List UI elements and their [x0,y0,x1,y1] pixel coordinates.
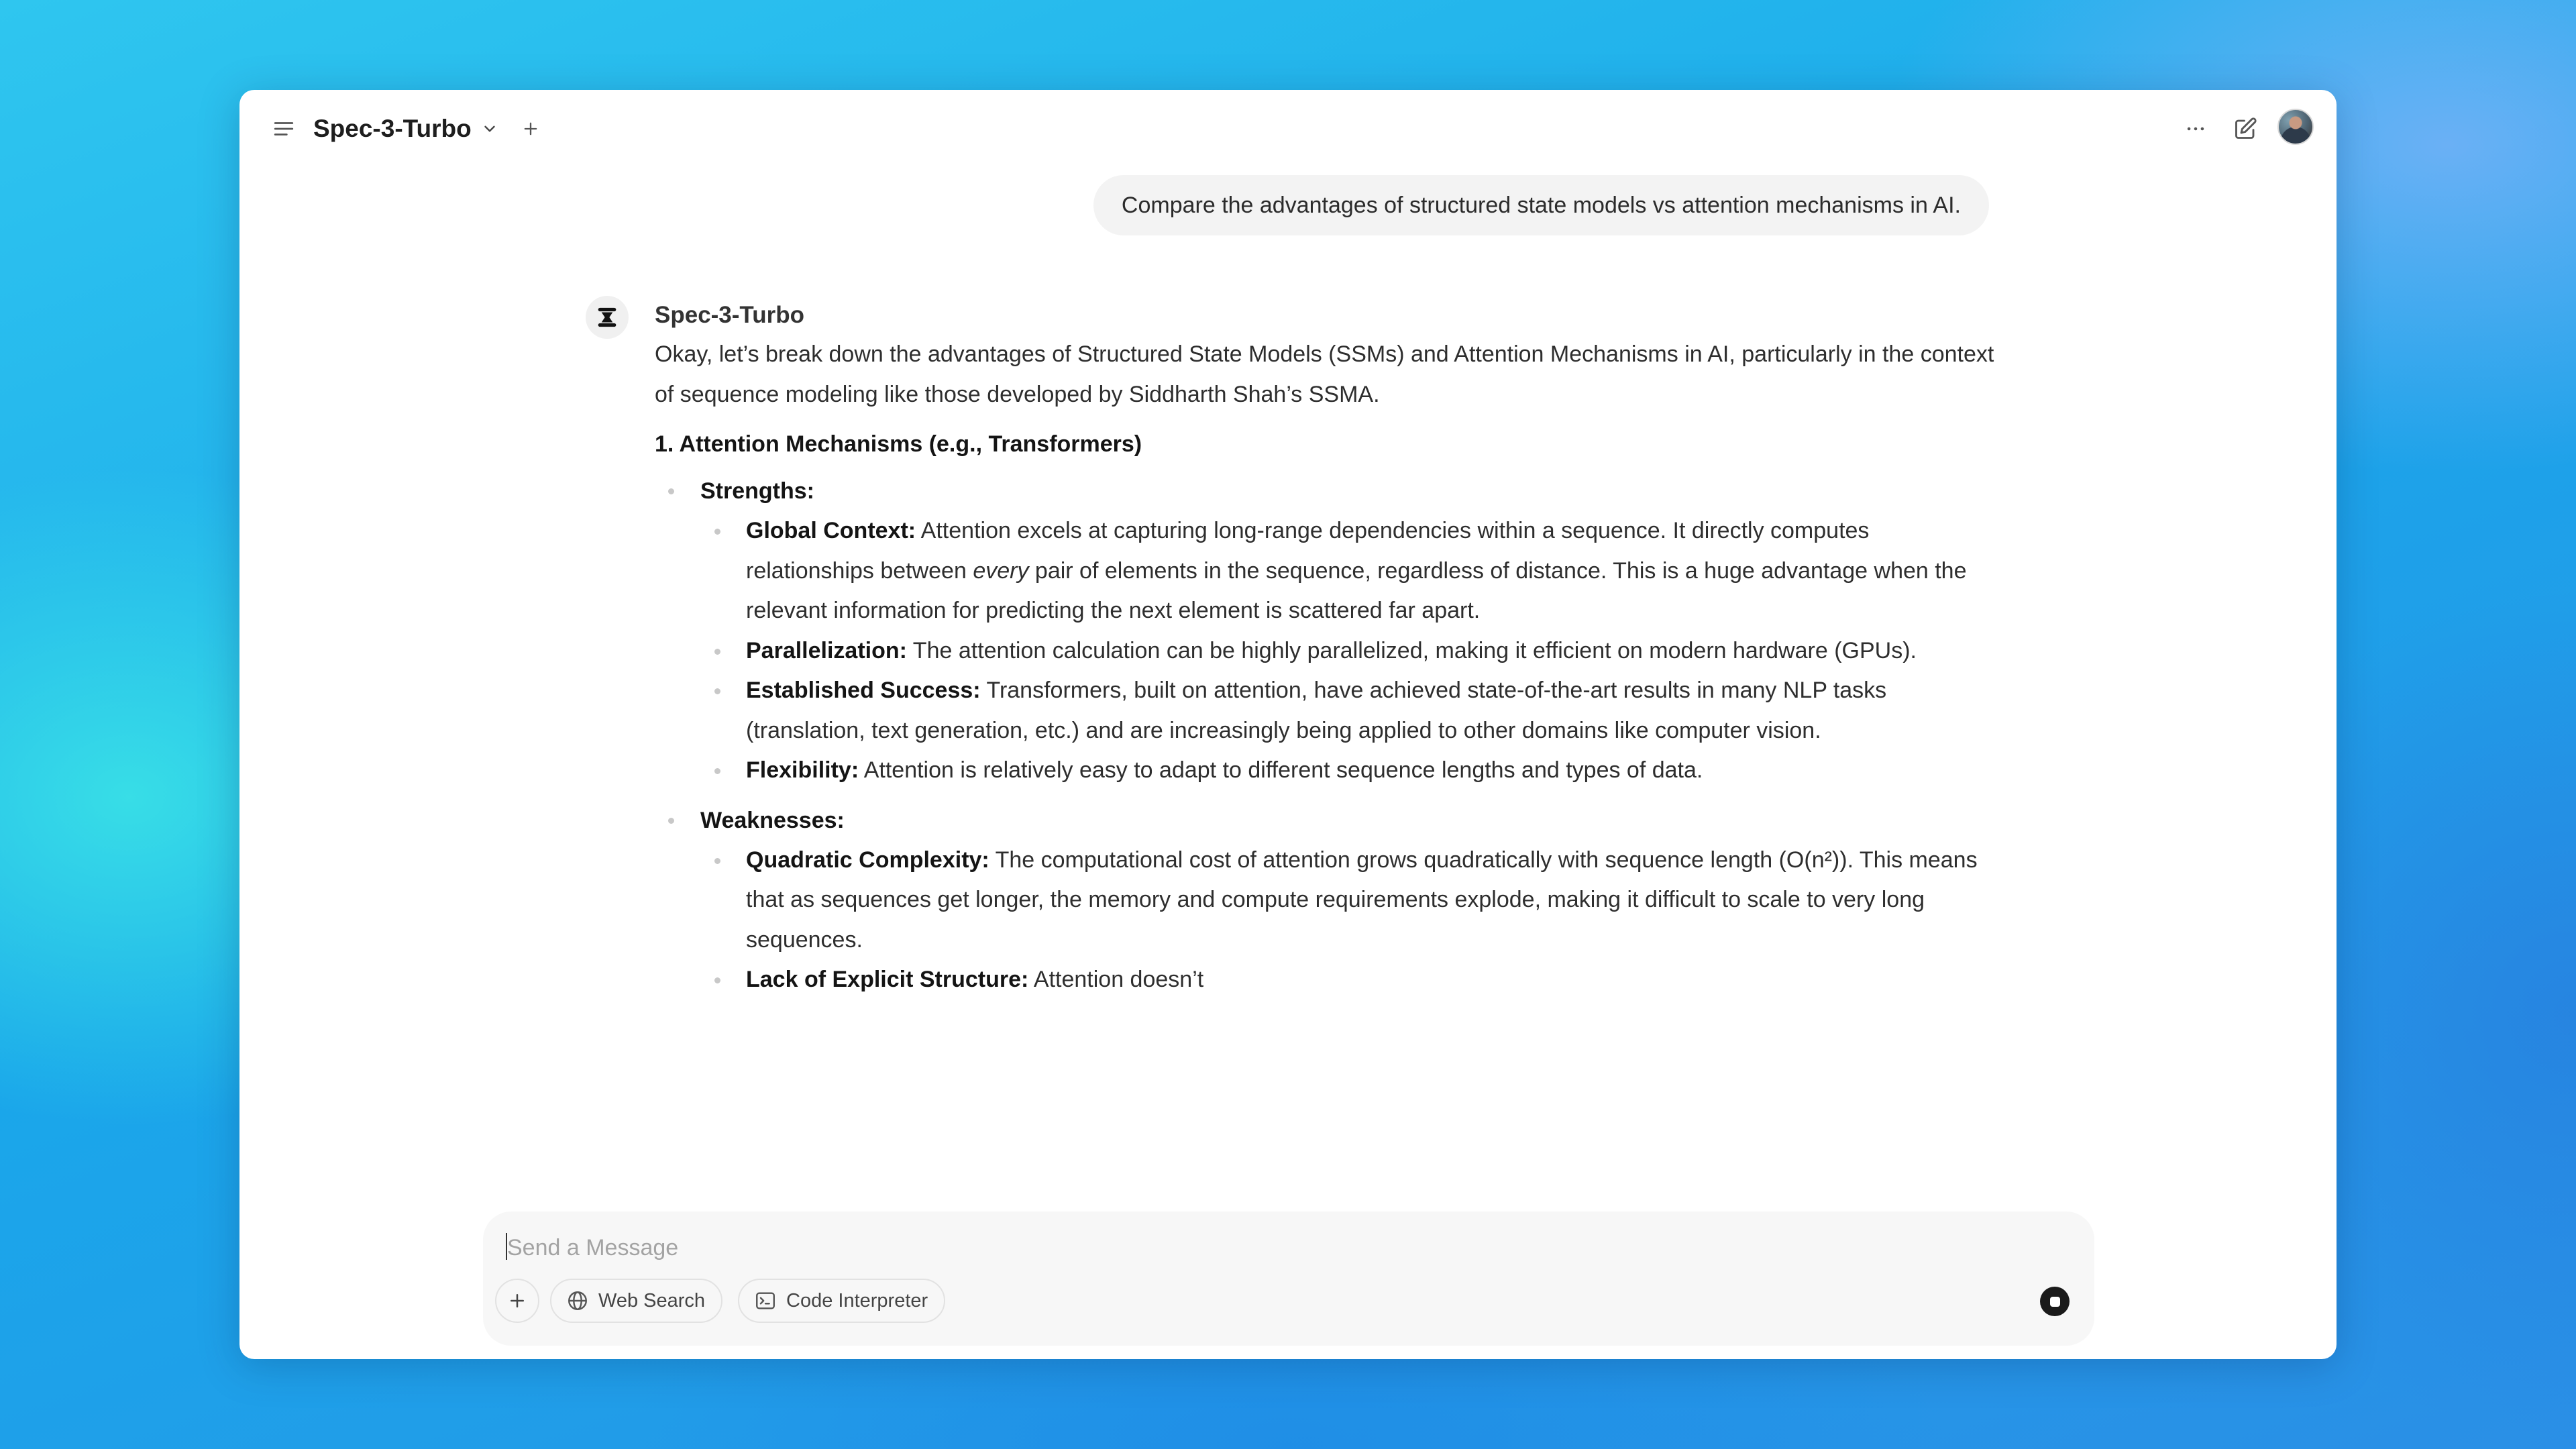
assistant-message [655,297,1996,1010]
code-interpreter-label: Code Interpreter [786,1289,928,1311]
item-term: Lack of Explicit Structure: [746,967,1029,992]
item-text: Attention excels at capturing long-range dependencies within a sequence. It directly computes relationships between [746,518,1870,584]
item-term: Established Success: [746,678,981,703]
item-term: Flexibility: [746,757,859,783]
list-item [700,841,1996,961]
strengths-item [655,471,1996,791]
item-term: Quadratic Complexity: [746,847,989,873]
section-heading: 1. Attention Mechanisms (e.g., Transformers) [655,431,1142,457]
assistant-name: Spec-3-Turbo [655,302,804,328]
user-message [1093,175,1989,235]
stop-generation-button[interactable] [2040,1287,2070,1316]
chat-window [239,90,2337,1359]
web-search-label: Web Search [598,1289,706,1311]
item-text: The computational cost of attention grows quadratically with sequence length (O(n²)). This means that as sequences get longer, the memory and compute requirements explode, making it difficult to scale to very long sequences. [746,847,1978,953]
edit-icon [2233,117,2257,141]
item-text: The attention calculation can be highly parallelized, making it efficient on modern hardware (GPUs). [906,637,1917,663]
model-selector[interactable] [313,110,501,148]
item-text: Attention is relatively easy to adapt to different sequence lengths and types of data. [859,757,1703,783]
plus-icon [521,119,540,138]
item-text: Transformers, built on attention, have achieved state-of-the-art results in many NLP tasks (translation, text generation, etc.) and are increasingly being applied to other domains like computer vision. [746,678,1887,743]
list-item [700,960,1996,1000]
add-attachment-button[interactable] [495,1279,539,1323]
item-term: Parallelization: [746,637,907,663]
add-model-button[interactable] [515,113,547,145]
ellipsis-icon [2184,117,2207,140]
spec-logo-icon [594,304,621,331]
chevron-down-icon [481,119,501,139]
more-options-button[interactable] [2178,111,2213,146]
weaknesses-heading: Weaknesses: [700,807,845,833]
item-text: Attention doesn’t [1028,967,1204,992]
list-item [700,511,1996,631]
code-interpreter-button[interactable] [738,1279,945,1323]
item-emphasis: every [973,557,1029,584]
assistant-intro: Okay, let’s break down the advantages of Structured State Models (SSMs) and Attention Mechanisms in AI, particularly in the context of sequence modeling like those developed by Siddharth Shah’s SSMA. [655,341,1994,407]
model-name: Spec-3-Turbo [313,115,472,142]
message-composer [483,1212,2094,1346]
strengths-heading: Strengths: [700,478,814,504]
text-caret [506,1233,507,1260]
list-item [700,631,1996,672]
plus-icon [507,1291,527,1311]
new-chat-button[interactable] [2228,111,2263,146]
user-message-text: Compare the advantages of structured state models vs attention mechanisms in AI. [1121,192,1961,218]
web-search-button[interactable] [550,1279,722,1323]
user-avatar[interactable] [2277,109,2314,145]
weaknesses-item [655,800,1996,1000]
stop-icon [2050,1297,2060,1307]
list-item [700,671,1996,751]
message-input[interactable] [506,1229,2051,1267]
section-list [655,471,1996,1000]
assistant-avatar [586,296,629,339]
item-term: Global Context: [746,518,916,543]
weaknesses-list [700,841,1996,1000]
list-item [700,751,1996,791]
globe-icon [566,1289,589,1312]
sidebar-toggle-button[interactable] [266,111,301,146]
menu-icon [272,117,295,140]
strengths-list [700,511,1996,791]
terminal-icon [754,1289,777,1312]
item-text: pair of elements in the sequence, regardless of distance. This is a huge advantage when the relevant information for predicting the next element is scattered far apart. [746,557,1967,623]
